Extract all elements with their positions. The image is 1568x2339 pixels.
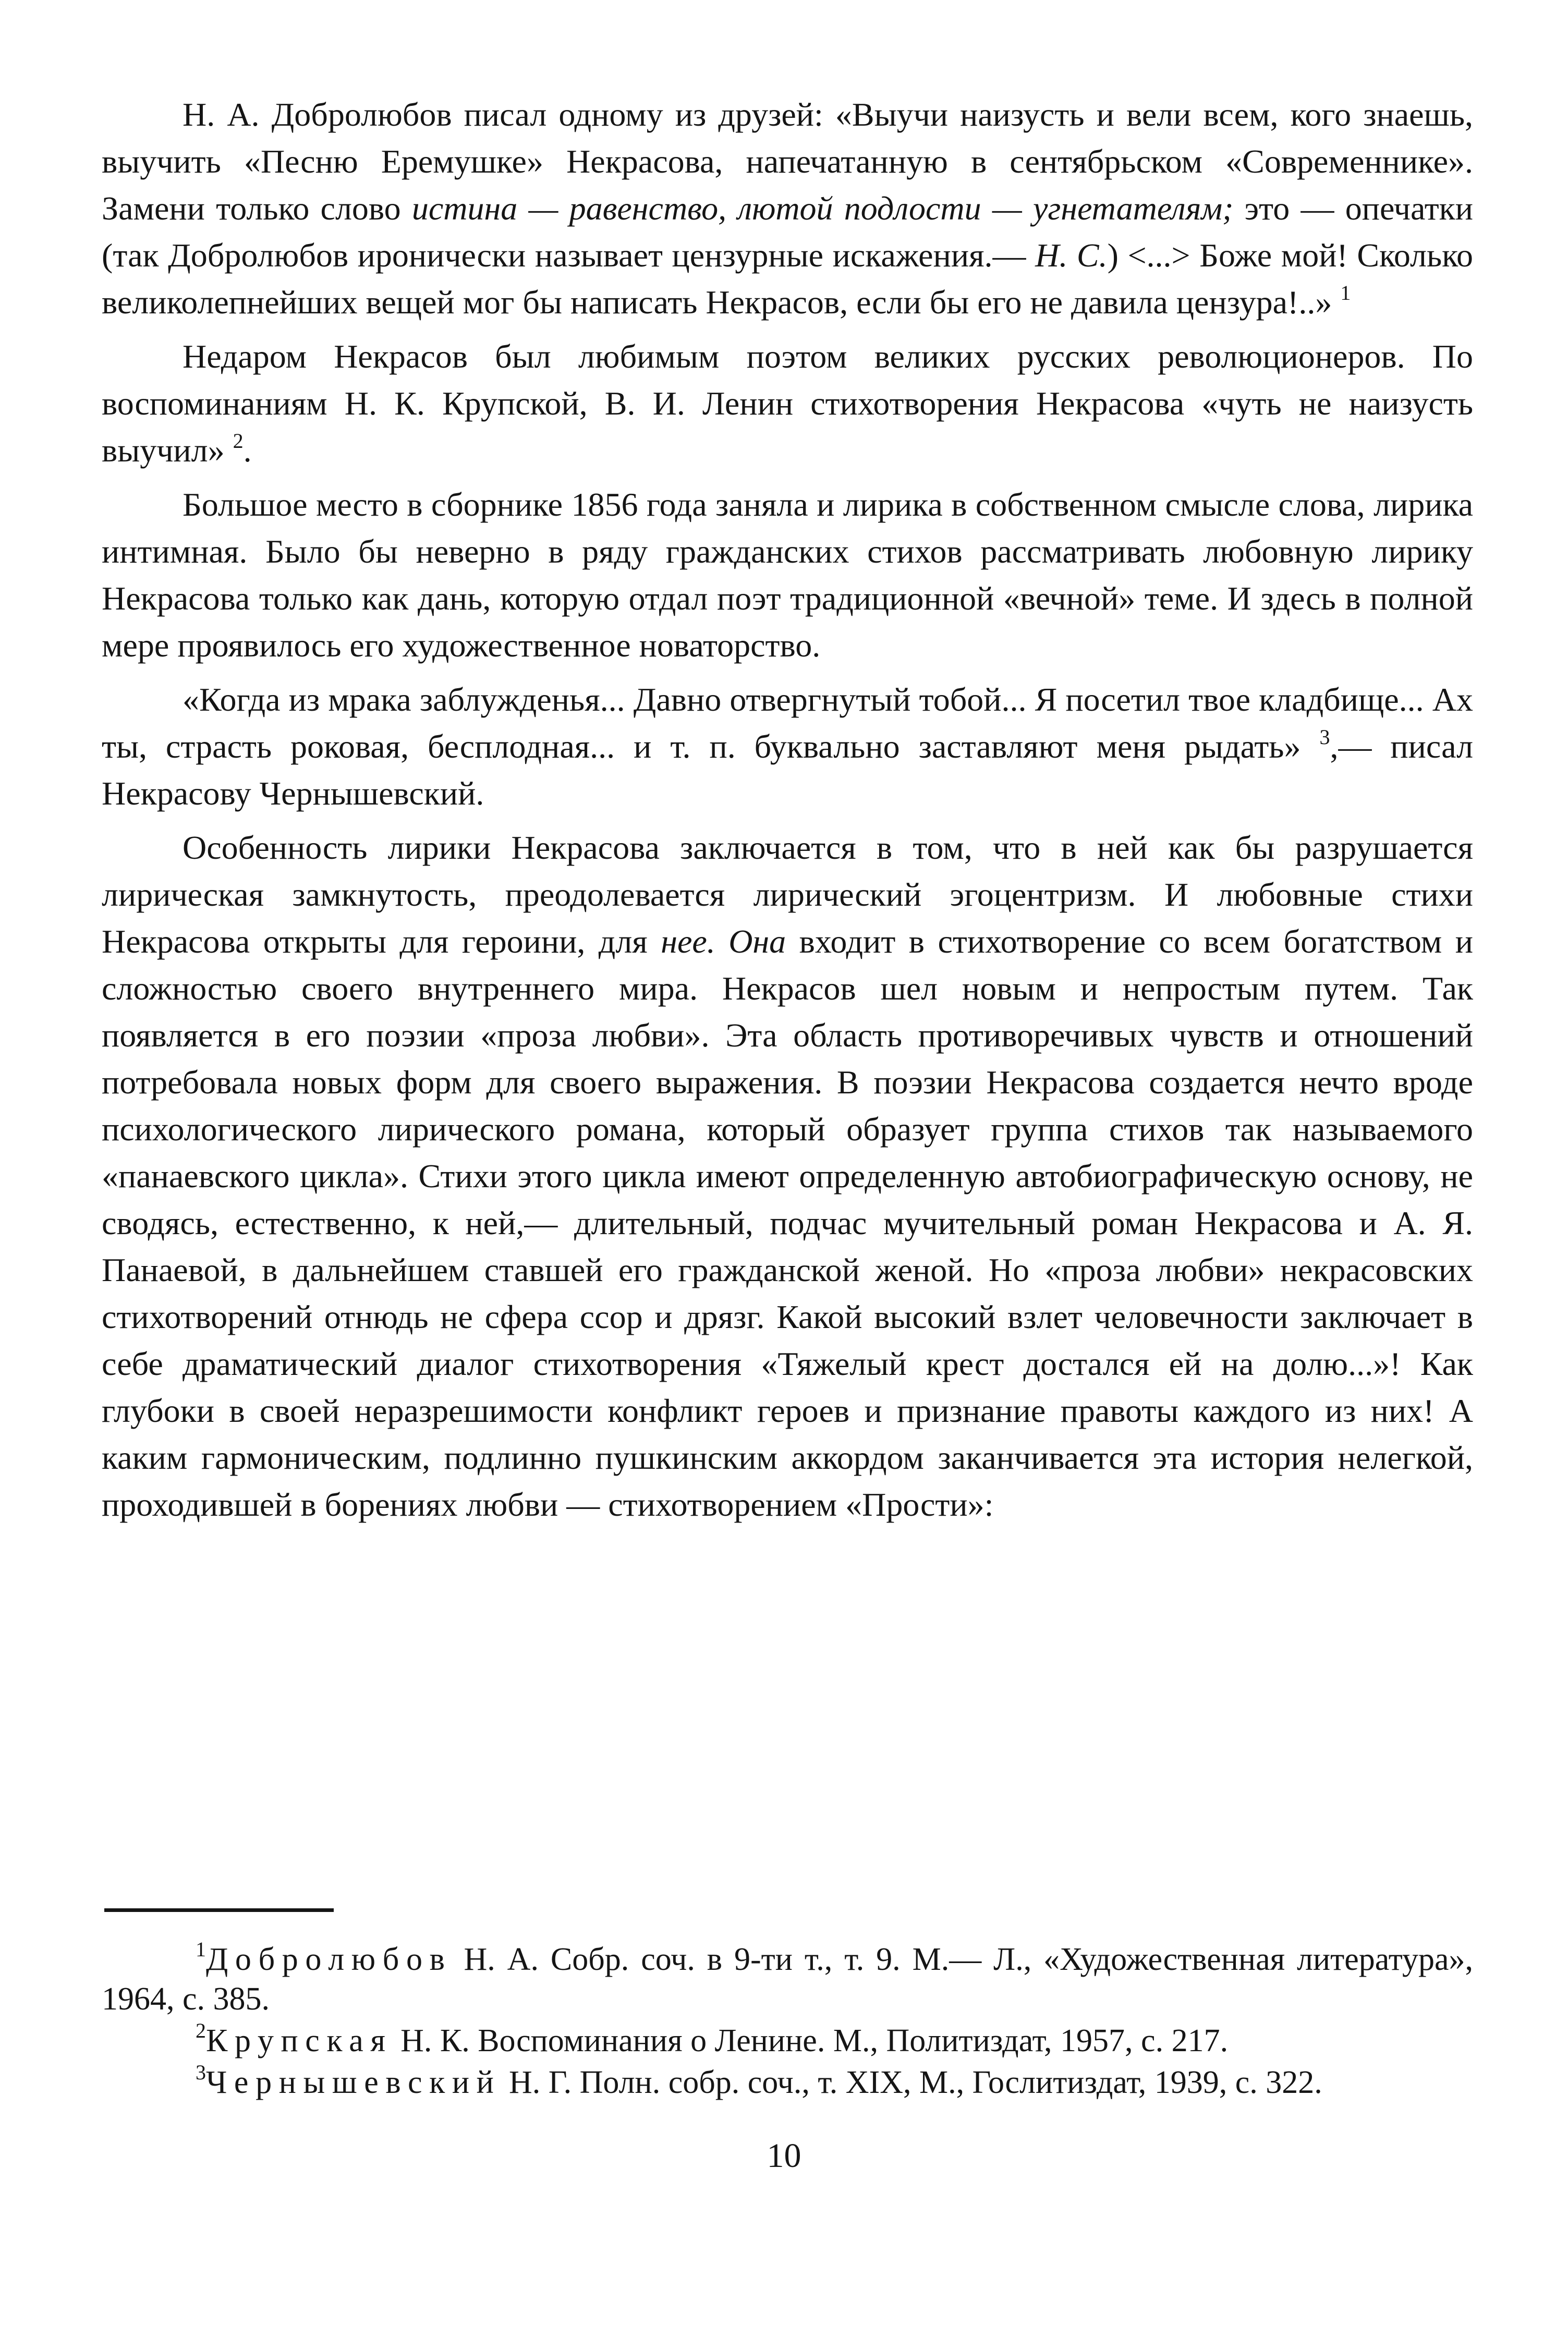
italic-emphasis: нее. Она [661,923,786,960]
paragraph-3: Большое место в сборнике 1856 года заняла и лирика в собственном смысле слова, лирика интимная. Было бы неверно в ряду гражданских стихов рассматривать любовную лирику Некрасова только как дань, которую отдал поэт традиционной «вечной» теме. И здесь в полной мере проявилось его художественное новаторство. [102,486,1473,664]
footnote-3: $^3$Чернышевский Н. Г. Полн. собр. соч., т. XIX, М., Гослитиздат, 1939, с. 322. [196,2061,1322,2100]
footnotes [102,1940,1473,2104]
paragraph-4: «Когда из мрака заблужденья... Давно отвергнутый тобой... Я посетил твое кладбище... Ах ты, страсть роковая, бесплодная... и т. п. буквально заставляют меня рыдать» $^3$,— писал Некрасову Чернышевский. [102,681,1474,812]
footnote-2: $^2$Крупская Н. К. Воспоминания о Ленине. М., Политиздат, 1957, с. 217. [196,2019,1229,2058]
footnote-ref-1: 1 [1340,281,1351,304]
italic-initials: Н. С. [1035,237,1108,274]
footnote-author: Чернышевский [206,2065,501,2100]
footnote-divider [104,1908,334,1912]
footnote-number: 1 [196,1938,206,1961]
paragraph-5: Особенность лирики Некрасова заключается в том, что в ней как бы разрушается лирическая замкнутость, преодолевается лирический эгоцентризм. И любовные стихи Некрасова открыты для героини, для нее. Она входит в стихотворение со всем богатством и сложностью своего внутреннего мира. Некрасов шел новым и непростым путем. Так появляется в его поэзии «проза любви». Эта область противоречивых чувств и отношений потребовала новых форм для своего выражения. В поэзии Некрасова создается нечто вроде психологического лирического романа, который образует группа стихов так называемого «панаевского цикла». Стихи этого цикла имеют определенную автобиографическую основу, не сводясь, естественно, к ней,— длительный, подчас мучительный роман Некрасова и А. Я. Панаевой, в дальнейшем ставшей его гражданской женой. Но «проза любви» некрасовских стихотворений отнюдь не сфера ссор и дрязг. Какой высокий взлет человечности заключает в себе драматический диалог стихотворения «Тяжелый крест достался ей на долю...»! Как глубоки в своей неразрешимости конфликт героев и признание правоты каждого из них! А каким гармоническим, подлинно пушкинским аккордом заканчивается эта история нелегкой, проходившей в борениях любви — стихотворением «Прости»: [102,829,1474,1523]
page-number: 10 [767,2137,801,2175]
paragraph-2: Недаром Некрасов был любимым поэтом великих русских революционеров. По воспоминаниям Н. К. Крупской, В. И. Ленин стихотворения Некрасова «чуть не наизусть выучил» $^2$. [102,338,1473,469]
paragraph-1: Н. А. Добролюбов писал одному из друзей: «Выучи наизусть и вели всем, кого знаешь, выучить «Песню Еремушке» Некрасова, напечатанную в сентябрьском «Современнике». Замени только слово истина — равенство, лютой подлости — угнетателям; это — опечатки (так Добролюбов иронически называет цензурные искажения.— Н. С.) <...> Боже мой! Сколько великолепнейших вещей мог бы написать Некрасов, если бы его не давила цензура!..» $^1$ [102,96,1474,321]
footnote-ref-2: 2 [233,429,244,453]
footnote-author: Добролюбов [206,1942,452,1977]
italic-quote: истина — равенство, лютой подлости — угнетателям; [411,190,1234,227]
footnote-ref-3: 3 [1319,725,1330,749]
footnote-number: 3 [196,2061,206,2084]
main-text [102,91,1473,1536]
footnote-1: $^1$Добролюбов Н. А. Собр. соч. в 9-ти т., т. 9. М.— Л., «Художественная литература», 1964, с. 385. [102,1938,1473,2017]
footnote-author: Крупская [206,2023,393,2058]
footnote-number: 2 [196,2019,206,2042]
